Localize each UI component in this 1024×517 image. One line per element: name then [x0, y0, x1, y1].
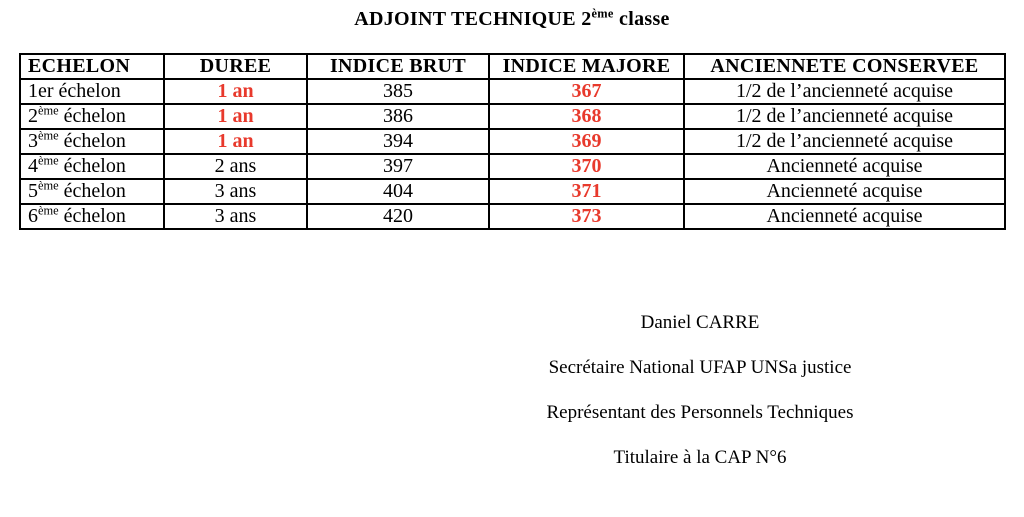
cell-echelon [20, 79, 164, 104]
cell-anciennete: 1/2 de l’ancienneté acquise [684, 129, 1005, 154]
echelon-ordinal-suffix: ème [38, 104, 59, 118]
echelon-ordinal-suffix: ème [38, 179, 59, 193]
page-title-main: ADJOINT TECHNIQUE 2 [354, 8, 592, 30]
header-indice-majore: INDICE MAJORE [489, 54, 684, 79]
cell-anciennete: 1/2 de l’ancienneté acquise [684, 79, 1005, 104]
table-header-row [20, 54, 1005, 79]
cell-indice-brut: 404 [307, 179, 489, 204]
header-anciennete-conservee: ANCIENNETE CONSERVEE [684, 54, 1005, 79]
echelon-number: 5 [28, 180, 38, 202]
echelon-number: 2 [28, 105, 38, 127]
cell-indice-brut: 397 [307, 154, 489, 179]
cell-duree: 1 an [164, 129, 307, 154]
cell-indice-brut: 394 [307, 129, 489, 154]
signature-name: Daniel CARRE [640, 312, 760, 333]
cell-echelon [20, 204, 164, 229]
cell-indice-majore: 367 [489, 79, 684, 104]
echelon-ordinal-suffix: ème [38, 129, 59, 143]
signature-role-1: Secrétaire National UFAP UNSa justice [548, 357, 852, 378]
echelon-ordinal-suffix: ème [38, 204, 59, 218]
cell-echelon [20, 154, 164, 179]
echelon-number: 6 [28, 205, 38, 227]
page-title-tail: classe [613, 8, 670, 30]
echelon-word: échelon [58, 105, 126, 127]
echelon-word: échelon [58, 130, 126, 152]
table-row [20, 154, 1005, 179]
table-row [20, 179, 1005, 204]
echelon-number: 1 [28, 80, 38, 102]
cell-indice-majore: 370 [489, 154, 684, 179]
cell-duree: 1 an [164, 104, 307, 129]
page-title [0, 7, 1024, 31]
grade-index-table [19, 53, 1006, 230]
echelon-word: échelon [58, 155, 126, 177]
table-row [20, 79, 1005, 104]
echelon-word: échelon [58, 180, 126, 202]
cell-anciennete: Ancienneté acquise [684, 154, 1005, 179]
cell-indice-majore: 368 [489, 104, 684, 129]
signature-block [450, 300, 950, 480]
echelon-number: 4 [28, 155, 38, 177]
page-title-superscript: ème [591, 6, 614, 21]
cell-anciennete: 1/2 de l’ancienneté acquise [684, 104, 1005, 129]
signature-role-2: Représentant des Personnels Techniques [546, 402, 854, 423]
echelon-word: échelon [58, 205, 126, 227]
table-row [20, 104, 1005, 129]
echelon-number: 3 [28, 130, 38, 152]
cell-echelon [20, 104, 164, 129]
header-echelon: ECHELON [20, 54, 164, 79]
cell-indice-majore: 371 [489, 179, 684, 204]
cell-indice-brut: 420 [307, 204, 489, 229]
cell-duree: 1 an [164, 79, 307, 104]
signature-role-3: Titulaire à la CAP N°6 [613, 447, 787, 468]
header-indice-brut: INDICE BRUT [307, 54, 489, 79]
cell-duree: 3 ans [164, 179, 307, 204]
table-row [20, 204, 1005, 229]
cell-indice-brut: 385 [307, 79, 489, 104]
cell-indice-majore: 373 [489, 204, 684, 229]
cell-anciennete: Ancienneté acquise [684, 204, 1005, 229]
cell-echelon [20, 179, 164, 204]
cell-echelon [20, 129, 164, 154]
echelon-word: er échelon [38, 80, 121, 102]
cell-duree: 3 ans [164, 204, 307, 229]
cell-anciennete: Ancienneté acquise [684, 179, 1005, 204]
cell-indice-brut: 386 [307, 104, 489, 129]
header-duree: DUREE [164, 54, 307, 79]
cell-indice-majore: 369 [489, 129, 684, 154]
table-row [20, 129, 1005, 154]
echelon-ordinal-suffix: ème [38, 154, 59, 168]
cell-duree: 2 ans [164, 154, 307, 179]
